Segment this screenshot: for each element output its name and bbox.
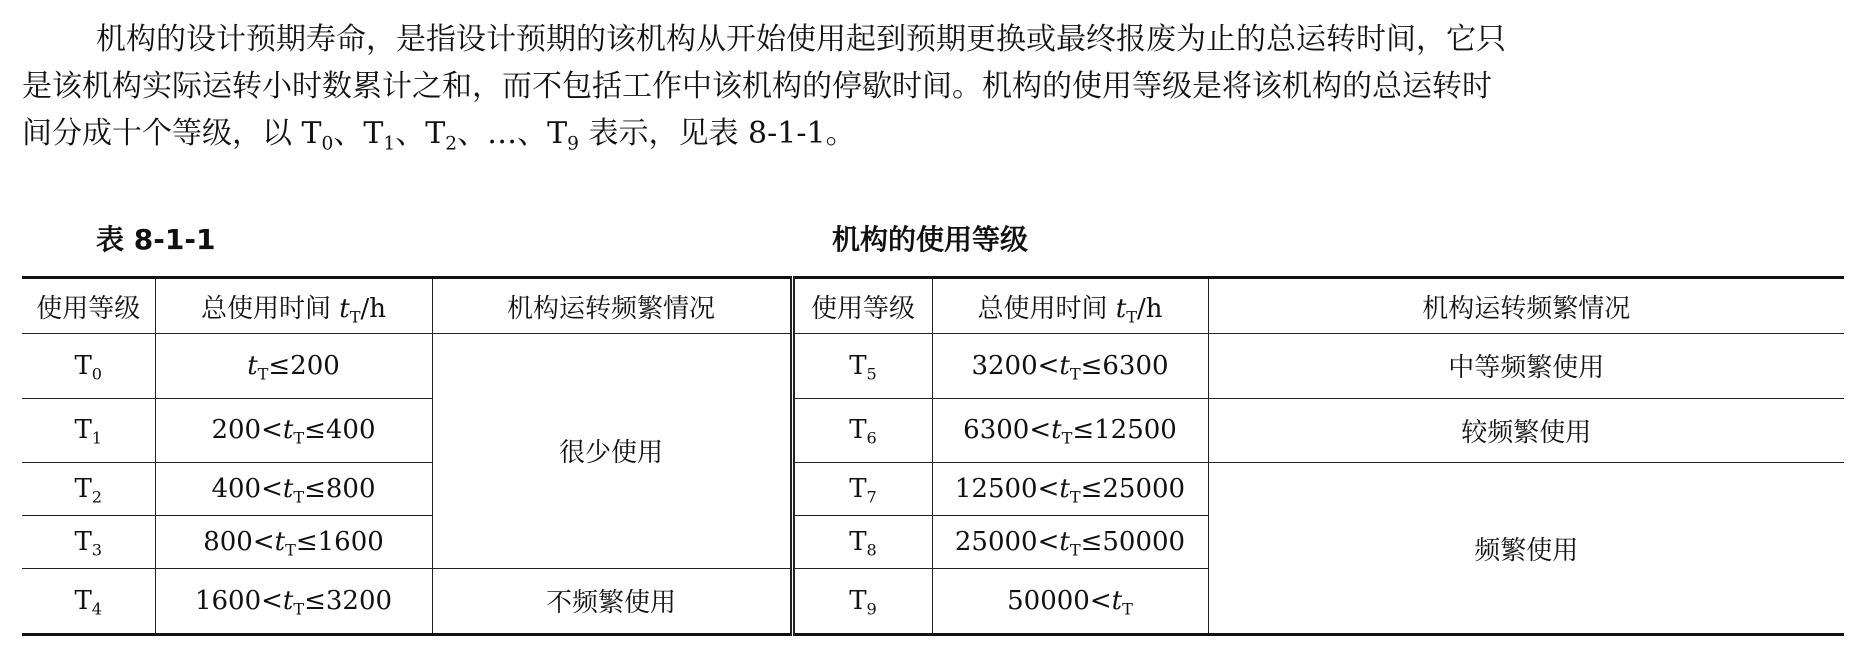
time-range-cell: $400<t_T\le 800$ (155, 463, 432, 516)
grade-cell: $T_0$ (22, 334, 155, 399)
header-grade-right: 使用等级 (792, 278, 932, 334)
table-number: 表 8-1-1 (96, 223, 216, 256)
time-range-cell: $3200<t_T\le 6300$ (932, 334, 1208, 399)
frequency-rarely-cell: 很少使用 (432, 334, 792, 569)
time-range-cell: $6300<t_T\le 12500$ (932, 398, 1208, 463)
frequency-fairly-cell: 较频繁使用 (1208, 398, 1844, 463)
intro-paragraph (22, 16, 1844, 157)
time-range-cell: $25000<t_T\le 50000$ (932, 515, 1208, 568)
table-row (22, 334, 1844, 399)
frequency-medium-cell: 中等频繁使用 (1208, 334, 1844, 399)
grade-cell: $T_9$ (792, 568, 932, 634)
header-total-time-right: 总使用时间 $t_T/h$ (932, 278, 1208, 334)
paragraph-line-2: 是该机构实际运转小时数累计之和，而不包括工作中该机构的停歇时间。机构的使用等级是将该机构的总运转时 (22, 69, 1492, 104)
grade-cell: $T_7$ (792, 463, 932, 516)
time-range-cell: $200<t_T\le 400$ (155, 398, 432, 463)
header-total-time-left: 总使用时间 $t_T/h$ (155, 278, 432, 334)
grade-cell: $T_4$ (22, 568, 155, 634)
frequency-frequent-cell: 频繁使用 (1208, 463, 1844, 635)
header-frequency-left: 机构运转频繁情况 (432, 278, 792, 334)
table-row (22, 463, 1844, 516)
time-range-cell: $800<t_T\le 1600$ (155, 515, 432, 568)
time-range-cell: $50000<t_T$ (932, 568, 1208, 634)
grade-cell: $T_5$ (792, 334, 932, 399)
header-grade-left: 使用等级 (22, 278, 155, 334)
grade-cell: $T_6$ (792, 398, 932, 463)
frequency-infrequent-cell: 不频繁使用 (432, 568, 792, 634)
header-frequency-right: 机构运转频繁情况 (1208, 278, 1844, 334)
grade-cell: $T_1$ (22, 398, 155, 463)
table-row (22, 398, 1844, 463)
table-header-row (22, 278, 1844, 334)
usage-grade-table (22, 276, 1844, 636)
grade-cell: $T_2$ (22, 463, 155, 516)
table-title: 机构的使用等级 (831, 223, 1028, 256)
time-range-cell: $t_T\le 200$ (155, 334, 432, 399)
time-range-cell: $1600<t_T\le 3200$ (155, 568, 432, 634)
paragraph-line-1: 机构的设计预期寿命，是指设计预期的该机构从开始使用起到预期更换或最终报废为止的总运转时间，它只 (96, 22, 1506, 57)
time-range-cell: $12500<t_T\le 25000$ (932, 463, 1208, 516)
paragraph-line-3: 间分成十个等级，以 $T_0$、$T_1$、$T_2$、…、$T_9$ 表示，见表 8-1-1。 (22, 116, 856, 155)
grade-cell: $T_8$ (792, 515, 932, 568)
grade-cell: $T_3$ (22, 515, 155, 568)
